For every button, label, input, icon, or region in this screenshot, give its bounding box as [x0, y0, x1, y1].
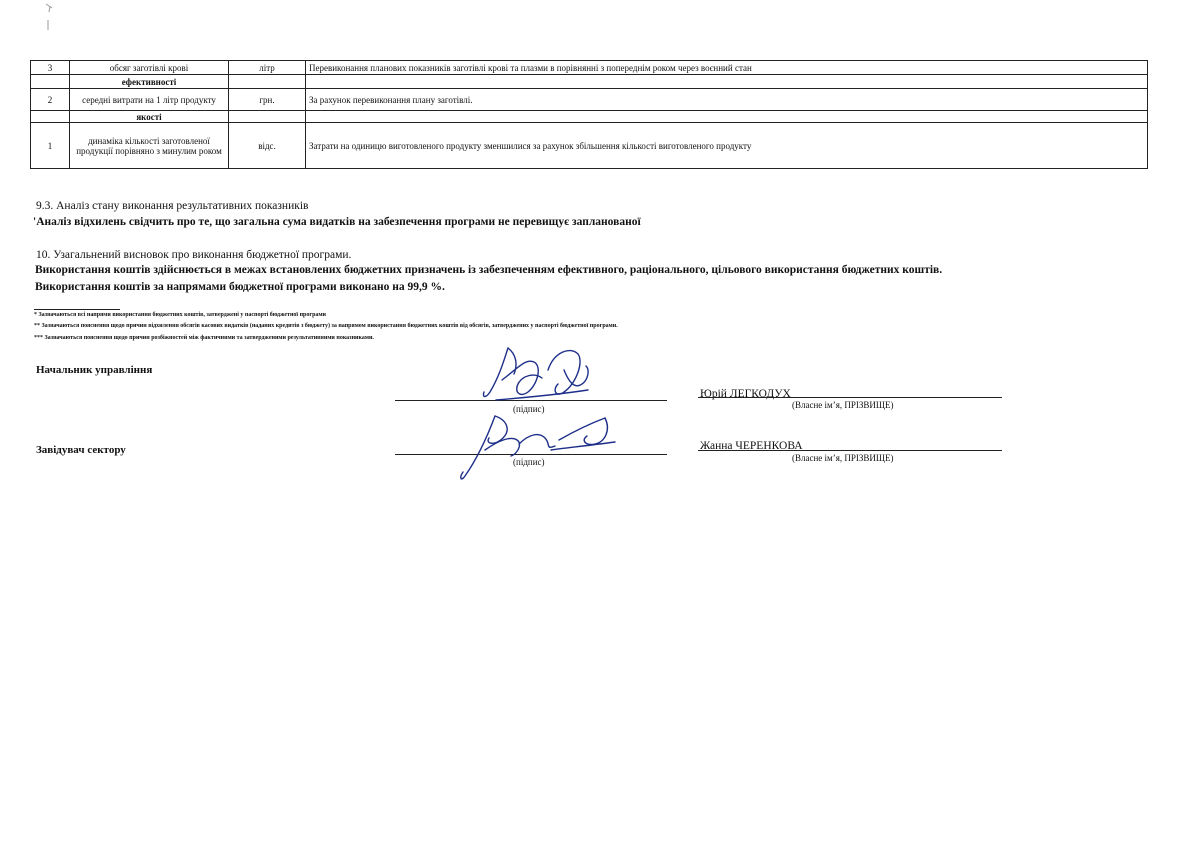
- explanation: Затрати на одиницю виготовленого продукту зменшилися за рахунок збільшення кількості виготовленого продукту: [306, 123, 1148, 169]
- section-10-line2: Використання коштів за напрямами бюджетної програми виконано на 99,9 %.: [35, 281, 445, 293]
- name-caption: (Власне ім’я, ПРІЗВИЩЕ): [792, 400, 894, 410]
- section-label: ефективності: [70, 75, 229, 89]
- scan-artifact: [44, 2, 54, 32]
- indicator-name: динаміка кількості заготовленої продукції порівняно з минулим роком: [70, 123, 229, 169]
- indicators-table: [30, 60, 1148, 169]
- signature-caption: (підпис): [513, 457, 545, 467]
- footnote-1: * Зазначаються всі напрями використання бюджетних коштів, затверджені у паспорті бюджетної програми: [34, 312, 326, 318]
- indicator-name: обсяг заготівлі крові: [70, 61, 229, 75]
- handwritten-signature-1: [478, 340, 608, 410]
- row-number: 2: [31, 89, 70, 111]
- unit: літр: [229, 61, 306, 75]
- explanation: За рахунок перевиконання плану заготівлі.: [306, 89, 1148, 111]
- position-head: Начальник управління: [36, 364, 153, 376]
- table-section-row: [31, 111, 1148, 123]
- footnote-2: ** Зазначаються пояснення щодо причин відхилення обсягів касових видатків (наданих кредитів з бюджету) за напрямом використання бюджетних коштів від обсягів, затверджених у паспорті бюджетної програми.: [34, 323, 618, 329]
- explanation: Перевиконання планових показників заготівлі крові та плазми в порівнянні з попереднім роком через воєнний стан: [306, 61, 1148, 75]
- section-9-3-text: 'Аналіз відхилень свідчить про те, що загальна сума видатків на забезпечення програми не перевищує запланованої: [33, 216, 641, 228]
- footnote-divider: [34, 309, 120, 310]
- table-row: [31, 123, 1148, 169]
- row-number: 3: [31, 61, 70, 75]
- signature-caption: (підпис): [513, 404, 545, 414]
- name-line: [698, 450, 1002, 451]
- table-row: [31, 61, 1148, 75]
- footnote-3: *** Зазначаються пояснення щодо причин розбіжностей між фактичними та затвердженими результативними показниками.: [34, 335, 374, 341]
- indicator-name: середні витрати на 1 літр продукту: [70, 89, 229, 111]
- section-label: якості: [70, 111, 229, 123]
- signer-name: Юрій ЛЕГКОДУХ: [700, 388, 791, 400]
- signer-name: Жанна ЧЕРЕНКОВА: [700, 440, 803, 452]
- unit: грн.: [229, 89, 306, 111]
- name-line: [698, 397, 1002, 398]
- name-caption: (Власне ім’я, ПРІЗВИЩЕ): [792, 453, 894, 463]
- unit: відс.: [229, 123, 306, 169]
- table-section-row: [31, 75, 1148, 89]
- position-sector: Завідувач сектору: [36, 444, 126, 456]
- section-10-title: 10. Узагальнений висновок про виконання бюджетної програми.: [36, 249, 352, 261]
- handwritten-signature-2: [455, 410, 625, 490]
- row-number: 1: [31, 123, 70, 169]
- table-row: [31, 89, 1148, 111]
- section-10-line1: Використання коштів здійснюється в межах встановлених бюджетних призначень із забезпеченням ефективного, раціонального, цільового використання бюджетних коштів.: [35, 264, 943, 276]
- section-9-3-title: 9.3. Аналіз стану виконання результативних показників: [36, 200, 309, 212]
